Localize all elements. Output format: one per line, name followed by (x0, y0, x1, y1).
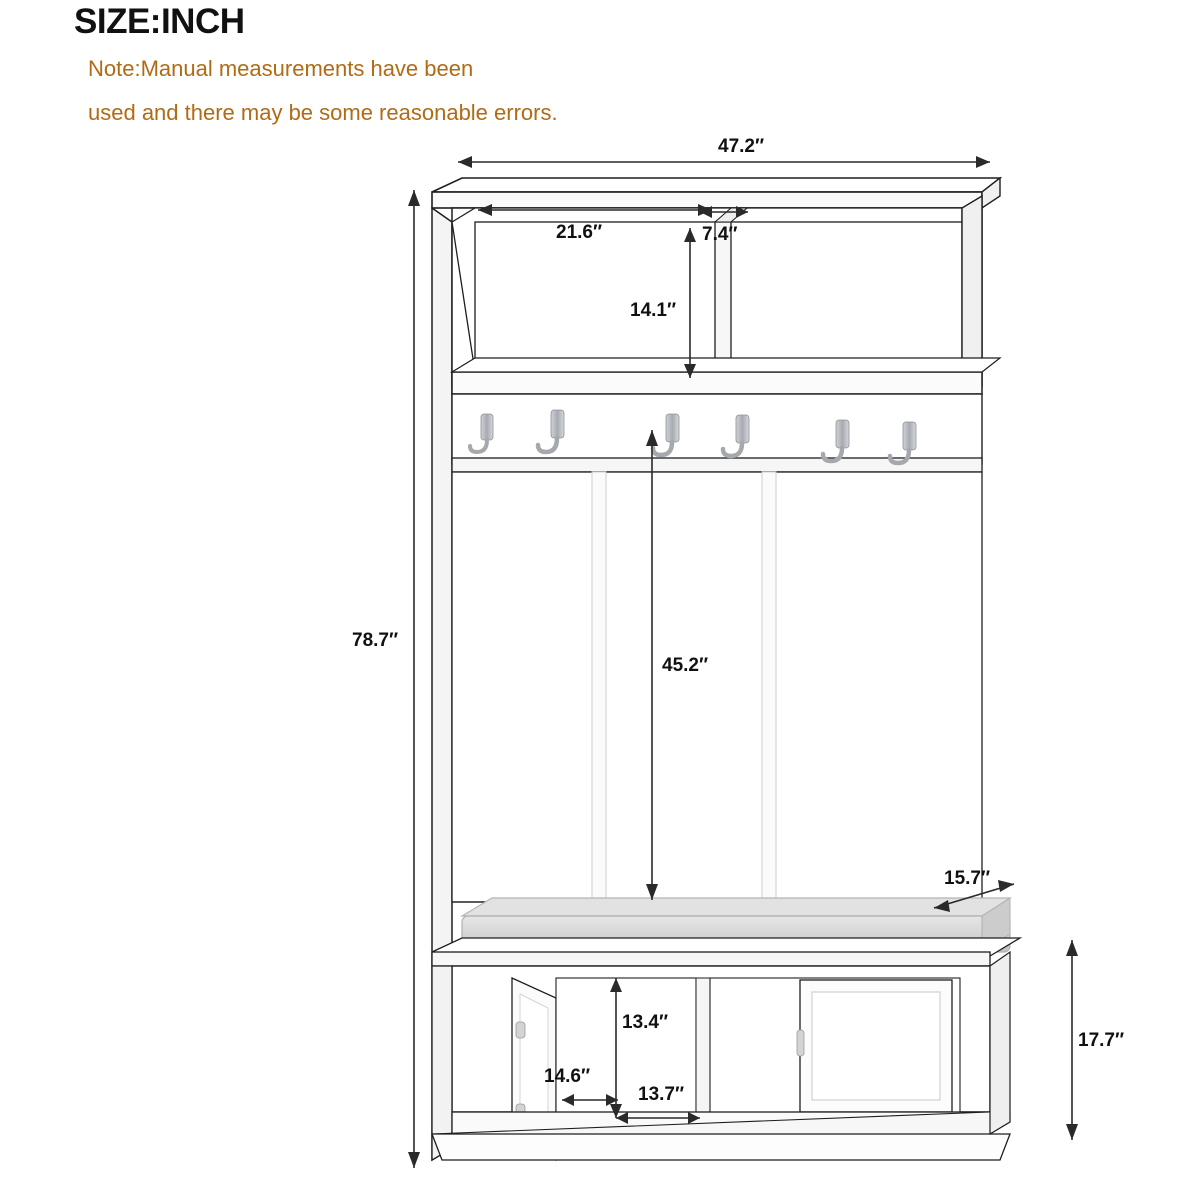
dim-bench-cubby-height: 13.4″ (622, 1012, 669, 1033)
dim-top-shelf-height: 14.1″ (630, 300, 677, 321)
dim-top-shelf-divider: 7.4″ (702, 224, 738, 245)
dim-top-shelf-width: 21.6″ (556, 222, 603, 243)
cabinet-body (432, 178, 1020, 1160)
dim-bench-left-width: 14.6″ (544, 1066, 591, 1087)
dim-overall-height: 78.7″ (352, 630, 399, 651)
note-line-1: Note:Manual measurements have been (88, 56, 474, 81)
dim-bench-mid-width: 13.7″ (638, 1084, 685, 1105)
dim-bench-height: 17.7″ (1078, 1030, 1125, 1051)
bench-sliding-door (797, 980, 952, 1112)
note-line-2: used and there may be some reasonable errors. (88, 100, 558, 125)
dim-overall-depth: 15.7″ (944, 868, 991, 889)
dim-overall-width: 47.2″ (718, 136, 765, 157)
dim-middle-panel-height: 45.2″ (662, 655, 709, 676)
page-title: SIZE:INCH (74, 2, 245, 41)
